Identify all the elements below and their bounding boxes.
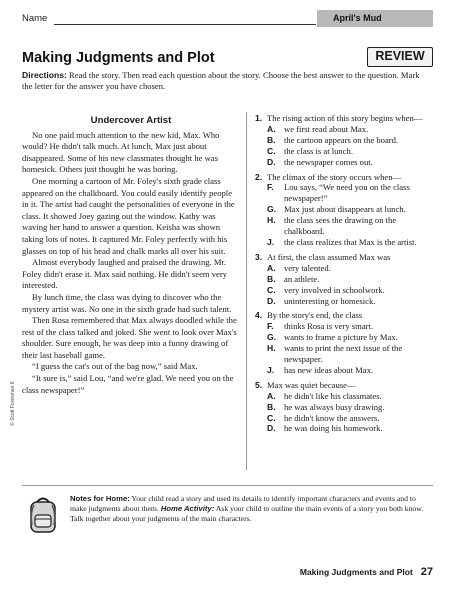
copyright-notice: © Scott Foresman 6 (10, 381, 16, 426)
questions (255, 113, 435, 438)
story-paragraph: No one paid much attention to the new kid, Max. Who would? He didn't talk much. At lunch, Max just about disappeared. Some of his new classmates thought he was homesick. Others just thought he was boring. (22, 129, 220, 175)
page-title: Making Judgments and Plot (22, 50, 215, 66)
answer-option[interactable] (255, 402, 435, 413)
directions (22, 70, 422, 92)
story-title: Undercover Artist (90, 115, 172, 126)
option-letter: B. (267, 273, 276, 284)
option-letter: H. (267, 215, 276, 226)
option-text: the newspaper comes out. (284, 156, 373, 167)
answer-option[interactable] (255, 146, 435, 157)
option-letter: B. (267, 401, 276, 412)
notes-label: Notes for Home: (70, 494, 130, 503)
answer-option[interactable] (255, 343, 435, 365)
option-text: the class realizes that Max is the artist. (284, 236, 417, 247)
option-letter: D. (267, 295, 276, 306)
option-letter: F. (267, 321, 274, 332)
answer-option[interactable] (255, 285, 435, 296)
name-field-line[interactable] (54, 24, 316, 25)
story-tab: April's Mud (317, 10, 433, 27)
home-activity-label: Home Activity: (160, 504, 215, 513)
name-label: Name (22, 13, 48, 24)
option-text: the class sees the drawing on the chalkboard. (284, 215, 397, 237)
option-text: he didn't like his classmates. (284, 390, 382, 401)
question-number: 1. (255, 113, 263, 123)
option-text: an athlete. (284, 273, 320, 284)
option-text: the class is at lunch. (284, 145, 353, 156)
directions-text: Read the story. Then read each question about the story. Choose the best answer to the question. Mark the letter for the answer you have chosen. (22, 70, 420, 92)
home-activity-text: Ask your child to outline the main events of a story you both know. Talk together about your judgments of the main characters. (70, 504, 424, 523)
option-letter: B. (267, 134, 276, 145)
page-number: 27 (420, 566, 433, 578)
option-text: thinks Rosa is very smart. (284, 321, 374, 332)
question-3 (255, 252, 435, 307)
answer-option[interactable] (255, 423, 435, 434)
directions-label: Directions: (22, 70, 67, 80)
option-letter: C. (267, 284, 276, 295)
question-2 (255, 172, 435, 248)
option-letter: D. (267, 156, 276, 167)
answer-option[interactable] (255, 263, 435, 274)
story (22, 115, 240, 396)
question-number: 5. (255, 379, 263, 390)
footer-title: Making Judgments and Plot (299, 567, 413, 577)
question-text: By the story's end, the class (267, 310, 363, 321)
option-text: wants to print the next issue of the newspaper. (284, 343, 403, 365)
column-divider (246, 112, 247, 470)
answer-option[interactable] (255, 204, 435, 215)
question-text: Max was quiet because— (267, 379, 356, 390)
option-letter: J. (267, 236, 275, 247)
option-text: wants to frame a picture by Max. (284, 332, 398, 343)
answer-option[interactable] (255, 332, 435, 343)
option-letter: A. (267, 262, 276, 273)
story-paragraph: “It sure is,” said Lou, “and we're glad. We need you on the class newspaper!” (22, 373, 234, 395)
option-text: the cartoon appears on the board. (284, 134, 399, 145)
option-text: Max just about disappears at lunch. (284, 204, 406, 215)
answer-option[interactable] (255, 215, 435, 237)
option-text: uninteresting or homesick. (284, 295, 376, 306)
option-letter: C. (267, 145, 276, 156)
question-text: The climax of the story occurs when— (267, 171, 402, 182)
option-text: very talented. (284, 262, 331, 273)
story-paragraph: By lunch time, the class was dying to discover who the mystery artist was. No one in the sixth grade had such talent. (22, 291, 232, 314)
option-letter: H. (267, 343, 276, 354)
story-paragraph: Then Rosa remembered that Max always doodled while the rest of the class talked and joked. She went to look over Max's shoulder. Sure enough, he was deep into a funny drawing of their last baseball game. (22, 315, 237, 360)
option-letter: J. (267, 364, 275, 375)
option-text: he was doing his homework. (284, 423, 383, 434)
story-paragraph: One morning a cartoon of Mr. Foley's sixth grade class appeared on the chalkboard. You could easily identify people in it. The artist had caught the personalities of everyone in the class. It showed Joey gazing out the window. Kathy was waving her hand to answer a question. Keisha was shown taking lots of notes. It captured Mr. Foley perfectly with his glasses on top of his head and chalk marks all over his suit. (22, 175, 235, 256)
answer-option[interactable] (255, 237, 435, 248)
notes-for-home (70, 494, 432, 524)
answer-option[interactable] (255, 157, 435, 168)
answer-option[interactable] (255, 182, 435, 204)
question-1 (255, 113, 435, 168)
question-4 (255, 310, 435, 375)
option-letter: A. (267, 390, 276, 401)
review-badge: REVIEW (367, 47, 433, 67)
option-letter: A. (267, 123, 276, 134)
header-row (22, 10, 433, 30)
option-letter: F. (267, 182, 274, 193)
story-paragraph: “I guess the cat's out of the bag now,” said Max. (32, 361, 198, 372)
answer-option[interactable] (255, 321, 435, 332)
question-number: 3. (255, 251, 263, 262)
question-5 (255, 380, 435, 435)
answer-option[interactable] (255, 296, 435, 307)
question-number: 4. (255, 310, 263, 321)
question-text: At first, the class assumed Max was (267, 251, 391, 262)
option-text: very involved in schoolwork. (284, 284, 385, 295)
page-footer (300, 566, 433, 578)
question-text: The rising action of this story begins when— (267, 113, 423, 123)
option-text: has new ideas about Max. (284, 364, 374, 375)
answer-option[interactable] (255, 135, 435, 146)
answer-option[interactable] (255, 413, 435, 424)
option-letter: D. (267, 423, 276, 434)
story-paragraph: Almost everybody laughed and praised the drawing. Mr. Foley didn't erase it. Max said nothing. He didn't seem very interested. (22, 257, 228, 291)
backpack-icon (26, 495, 60, 535)
option-text: Lou says, “We need you on the class newspaper!” (284, 182, 410, 204)
answer-option[interactable] (255, 274, 435, 285)
notes-text: Your child read a story and used its details to identify important characters and events and to make judgments about them. (70, 494, 416, 513)
option-letter: G. (267, 204, 277, 215)
question-number: 2. (255, 171, 263, 182)
option-letter: G. (267, 332, 277, 343)
answer-option[interactable] (255, 365, 435, 376)
option-letter: C. (267, 412, 276, 423)
option-text: he was always busy drawing. (284, 401, 385, 412)
option-text: we first read about Max. (284, 123, 369, 134)
answer-option[interactable] (255, 124, 435, 135)
footer-divider (22, 485, 433, 486)
answer-option[interactable] (255, 391, 435, 402)
option-text: he didn't know the answers. (284, 412, 380, 423)
